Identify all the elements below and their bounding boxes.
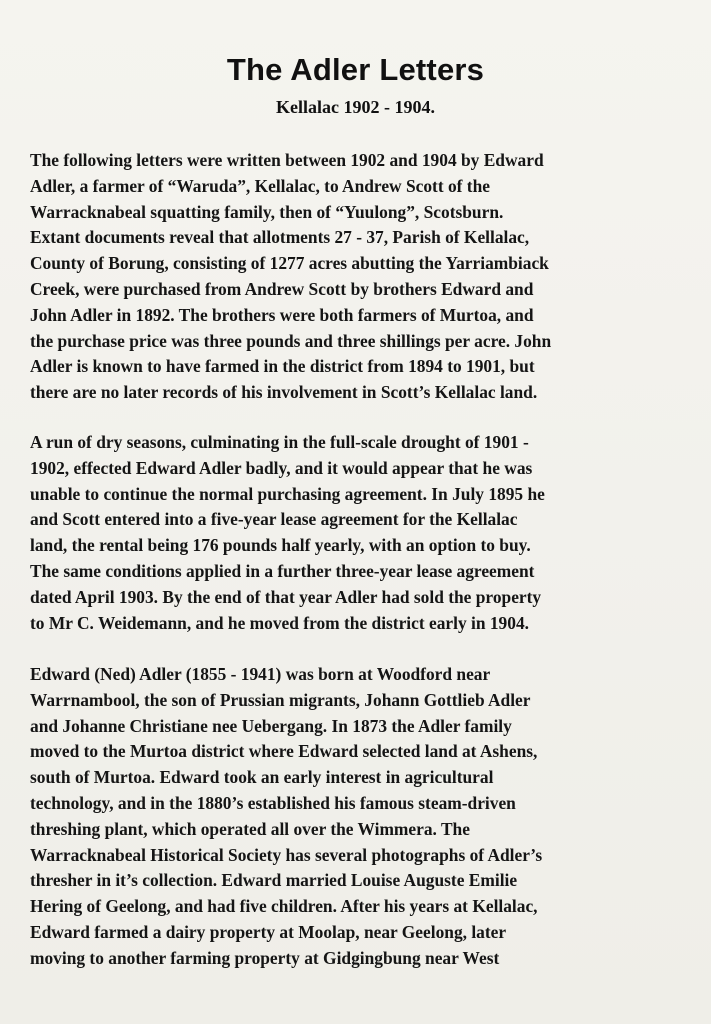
paragraph-line: A run of dry seasons, culminating in the full-scale drought of 1901 - [30,432,529,452]
paragraph-line: and Johanne Christiane nee Uebergang. In 1873 the Adler family [30,715,512,736]
page-title: The Adler Letters [226,52,485,87]
paragraph-line: Adler, a farmer of “Waruda”, Kellalac, to Andrew Scott of the [30,175,490,196]
paragraph-line: thresher in it’s collection. Edward married Louise Auguste Emilie [30,870,518,891]
paragraph-line: Edward (Ned) Adler (1855 - 1941) was born at Woodford near [30,664,491,684]
paragraph-line: the purchase price was three pounds and three shillings per acre. John [30,330,552,351]
paragraph-line: 1902, effected Edward Adler badly, and it would appear that he was [30,457,533,478]
paragraph-line: and Scott entered into a five-year lease agreement for the Kellalac [30,509,518,530]
paragraph-line: Creek, were purchased from Andrew Scott by brothers Edward and [30,278,534,299]
paragraph-line: Extant documents reveal that allotments 27 - 37, Parish of Kellalac, [30,227,530,248]
paragraph-1 [30,148,700,406]
paragraph-line: there are no later records of his involvement in Scott’s Kellalac land. [30,382,538,403]
paragraph-line: County of Borung, consisting of 1277 acres abutting the Yarriambiack [30,253,549,274]
paragraph-line: Warracknabeal squatting family, then of “Yuulong”, Scotsburn. [30,201,504,222]
paragraph-line: The following letters were written between 1902 and 1904 by Edward [30,150,544,170]
page-subtitle: Kellalac 1902 - 1904. [276,97,435,117]
paragraph-line: The same conditions applied in a further three-year lease agreement [30,560,535,581]
paragraph-2 [30,430,700,636]
paragraph-line: threshing plant, which operated all over the Wimmera. The [30,818,470,839]
paragraph-line: moved to the Murtoa district where Edward selected land at Ashens, [30,741,538,762]
paragraph-line: moving to another farming property at Gidgingbung near West [30,947,500,968]
paragraph-line: Adler is known to have farmed in the district from 1894 to 1901, but [30,356,535,377]
paragraph-line: Hering of Geelong, and had five children. After his years at Kellalac, [30,896,538,917]
paragraph-line: Edward farmed a dairy property at Moolap, near Geelong, later [30,921,507,942]
paragraph-line: dated April 1903. By the end of that year Adler had sold the property [30,586,542,607]
paragraph-line: Warrnambool, the son of Prussian migrants, Johann Gottlieb Adler [30,689,531,710]
paragraph-line: land, the rental being 176 pounds half yearly, with an option to buy. [30,535,531,556]
paragraph-3 [30,662,700,972]
paragraph-line: south of Murtoa. Edward took an early interest in agricultural [30,767,494,788]
paragraph-line: Warracknabeal Historical Society has several photographs of Adler’s [30,844,543,865]
paragraph-line: John Adler in 1892. The brothers were both farmers of Murtoa, and [30,304,534,325]
paragraph-line: unable to continue the normal purchasing agreement. In July 1895 he [30,483,545,504]
paragraph-line: technology, and in the 1880’s established his famous steam-driven [30,792,516,813]
paragraph-line: to Mr C. Weidemann, and he moved from the district early in 1904. [30,612,529,633]
